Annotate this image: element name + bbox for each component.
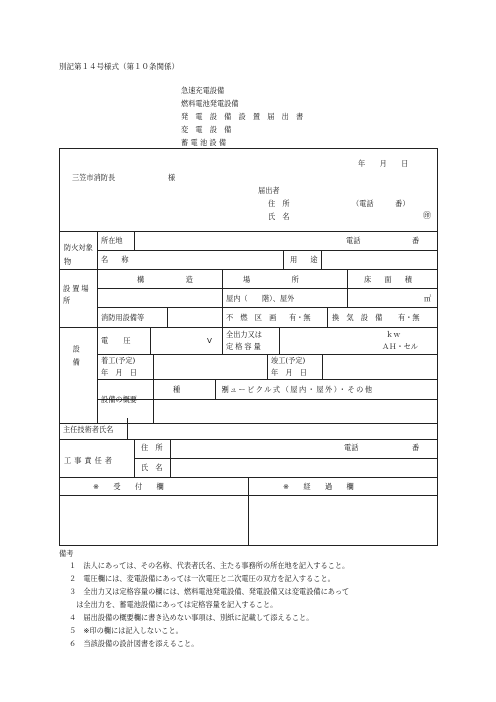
contractor-address-label: 住 所 bbox=[141, 443, 163, 452]
fire-zone-yes-no: 有・無 bbox=[289, 313, 311, 322]
notes-heading: 備考 bbox=[59, 549, 74, 558]
finish-date-label: 竣工(予定) bbox=[271, 356, 306, 365]
chief-engineer-label: 主任技術者氏名 bbox=[63, 425, 114, 434]
contractor-name-label: 氏 名 bbox=[141, 463, 163, 472]
equipment-section-label: 設備 bbox=[72, 345, 82, 372]
ventilation-label: 換 気 設 備 bbox=[332, 313, 383, 322]
fire-zone-label: 不 燃 区 画 bbox=[226, 313, 277, 322]
title-line-1: 急速充電設備 bbox=[181, 86, 225, 95]
title-line-3: 発 電 設 備 設 置 届 出 書 bbox=[181, 112, 304, 121]
structure-label: 構 造 bbox=[137, 275, 202, 284]
ventilation-yes-no: 有・無 bbox=[398, 313, 420, 322]
target-location-label: 所在地 bbox=[101, 236, 123, 245]
output-label-1: 全出力又は bbox=[226, 330, 262, 339]
contractor-phone-label: 電話 bbox=[344, 443, 359, 452]
note-5: ５ ※印の欄には記入しないこと。 bbox=[69, 626, 183, 635]
fire-equipment-label: 消防用設備等 bbox=[101, 313, 145, 322]
finish-ymd: 年 月 日 bbox=[271, 368, 307, 377]
seal-mark: ㊞ bbox=[423, 211, 431, 220]
output-label-2: 定格容量 bbox=[226, 342, 263, 351]
place-value: 屋内（ 階）、屋外 bbox=[226, 294, 295, 303]
contractor-section-label: 工事責任者 bbox=[64, 456, 115, 465]
note-4: ４ 届出設備の概要欄に書き込めない事項は、別紙に記載して添えること。 bbox=[69, 613, 314, 622]
type-label: 種 別 bbox=[173, 385, 238, 394]
note-6: ６ 当該設備の設計図書を添えること。 bbox=[69, 639, 199, 648]
voltage-label: 電 圧 bbox=[101, 336, 135, 345]
note-1: １ 法人にあっては、その名称、代表者氏名、主たる事務所の所在地を記入すること。 bbox=[69, 561, 350, 570]
target-section-label: 防火対象物 bbox=[64, 243, 93, 266]
type-value: キュービクル式（屋内・屋外）・その他 bbox=[221, 385, 374, 394]
note-2: ２ 電圧欄には、変電設備にあっては一次電圧と二次電圧の双方を記入すること。 bbox=[69, 574, 335, 583]
target-phone-label: 電話 bbox=[346, 236, 361, 245]
note-3: ３ 全出力又は定格容量の欄には、燃料電池発電設備、発電設備又は変電設備にあって bbox=[69, 587, 350, 596]
title-line-2: 燃料電池発電設備 bbox=[181, 99, 239, 108]
start-ymd: 年 月 日 bbox=[101, 368, 137, 377]
title-line-5: 蓄 電 池 設 備 bbox=[181, 138, 227, 147]
place-label: 場 所 bbox=[243, 275, 308, 284]
area-unit: ㎡ bbox=[424, 294, 432, 303]
floor-area-label: 床 面 積 bbox=[364, 275, 415, 284]
applicant-phone-label: （電話 番） bbox=[352, 199, 410, 208]
note-3-cont: は全出力を、蓄電池設備にあっては定格容量を記入すること。 bbox=[69, 600, 278, 609]
addressee-honorific: 様 bbox=[168, 173, 176, 182]
target-phone-ban: 番 bbox=[412, 236, 420, 245]
applicant-label: 届出者 bbox=[258, 186, 280, 195]
form-number: 別記第１４号様式（第１０条関係） bbox=[59, 62, 179, 71]
voltage-unit: V bbox=[207, 336, 212, 345]
install-section-label: 設置場所 bbox=[63, 284, 91, 305]
title-line-4: 変 電 設 備 bbox=[181, 125, 232, 134]
applicant-address-label: 住 所 bbox=[268, 199, 290, 208]
output-unit-kw: ｋｗ bbox=[386, 330, 401, 339]
target-name-label: 名 称 bbox=[101, 255, 132, 264]
progress-label: ※ 経 過 欄 bbox=[283, 482, 354, 491]
start-date-label: 着工(予定) bbox=[101, 356, 136, 365]
contractor-phone-ban: 番 bbox=[412, 443, 420, 452]
target-usage-label: 用 途 bbox=[290, 255, 321, 264]
addressee: 三笠市消防長 bbox=[72, 173, 116, 182]
applicant-name-label: 氏 名 bbox=[268, 212, 290, 221]
output-unit-ah: ＡＨ・セル bbox=[382, 342, 418, 351]
overview-label: 設備の概要 bbox=[101, 395, 137, 404]
submission-date: 年 月 日 bbox=[358, 159, 409, 168]
reception-label: ※ 受 付 欄 bbox=[93, 482, 164, 491]
